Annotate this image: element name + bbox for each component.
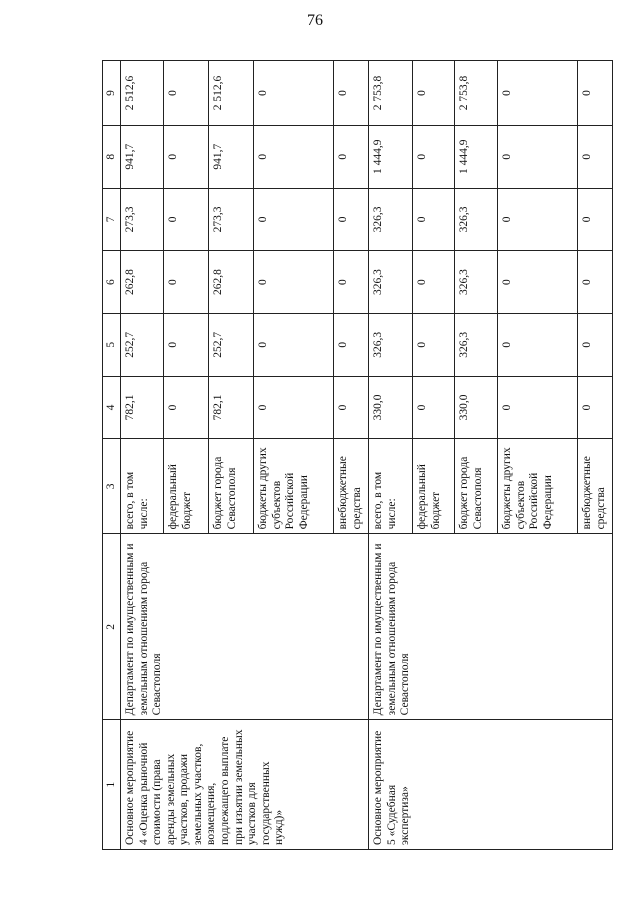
value-cell: 330,0 bbox=[455, 376, 498, 439]
value-cell: 273,3 bbox=[121, 188, 164, 251]
value-cell: 326,3 bbox=[369, 188, 413, 251]
value-cell: 0 bbox=[578, 125, 613, 188]
value-cell: 326,3 bbox=[455, 251, 498, 314]
value-cell: 273,3 bbox=[209, 188, 254, 251]
value-cell: 326,3 bbox=[369, 251, 413, 314]
value-cell: 1 444,9 bbox=[369, 125, 413, 188]
value-cell: 0 bbox=[578, 313, 613, 376]
executor-cell: Департамент по имущественным и земельным отношениям города Севастополя bbox=[121, 534, 369, 720]
value-cell: 0 bbox=[578, 188, 613, 251]
value-cell: 0 bbox=[413, 376, 455, 439]
table-row bbox=[121, 61, 164, 850]
value-cell: 0 bbox=[498, 376, 578, 439]
value-cell: 0 bbox=[498, 313, 578, 376]
page-number: 76 bbox=[307, 12, 323, 29]
value-cell: 0 bbox=[164, 125, 209, 188]
financing-table bbox=[102, 60, 613, 850]
value-cell: 0 bbox=[254, 251, 334, 314]
value-cell: 0 bbox=[413, 313, 455, 376]
value-cell: 252,7 bbox=[121, 313, 164, 376]
value-cell: 0 bbox=[498, 61, 578, 126]
activity-cell: Основное мероприятие 4 «Оценка рыночной стоимости (права аренды земельных участков, продажи земельных участков, возмещения, подлежащего выплате при изъятии земельных участков для государственных нужд)» bbox=[121, 720, 369, 850]
value-cell: 0 bbox=[254, 188, 334, 251]
source-cell: внебюджетные средства bbox=[578, 439, 613, 534]
value-cell: 0 bbox=[334, 61, 369, 126]
value-cell: 0 bbox=[498, 125, 578, 188]
value-cell: 2 512,6 bbox=[121, 61, 164, 126]
value-cell: 0 bbox=[254, 376, 334, 439]
value-cell: 2 753,8 bbox=[369, 61, 413, 126]
value-cell: 326,3 bbox=[369, 313, 413, 376]
header-cell: 1 bbox=[103, 720, 121, 850]
value-cell: 262,8 bbox=[209, 251, 254, 314]
value-cell: 252,7 bbox=[209, 313, 254, 376]
value-cell: 941,7 bbox=[121, 125, 164, 188]
source-cell: бюджеты других субъектов Российской Федерации bbox=[498, 439, 578, 534]
value-cell: 782,1 bbox=[209, 376, 254, 439]
value-cell: 0 bbox=[334, 251, 369, 314]
value-cell: 0 bbox=[164, 188, 209, 251]
value-cell: 0 bbox=[413, 251, 455, 314]
value-cell: 0 bbox=[334, 313, 369, 376]
value-cell: 2 512,6 bbox=[209, 61, 254, 126]
value-cell: 330,0 bbox=[369, 376, 413, 439]
source-cell: внебюджетные средства bbox=[334, 439, 369, 534]
value-cell: 0 bbox=[254, 313, 334, 376]
header-cell: 6 bbox=[103, 251, 121, 314]
value-cell: 941,7 bbox=[209, 125, 254, 188]
value-cell: 0 bbox=[578, 251, 613, 314]
value-cell: 0 bbox=[254, 125, 334, 188]
value-cell: 326,3 bbox=[455, 313, 498, 376]
value-cell: 262,8 bbox=[121, 251, 164, 314]
source-cell: бюджет города Севастополя bbox=[455, 439, 498, 534]
source-cell: федеральный бюджет bbox=[164, 439, 209, 534]
source-cell: бюджет города Севастополя bbox=[209, 439, 254, 534]
header-cell: 2 bbox=[103, 534, 121, 720]
header-cell: 9 bbox=[103, 61, 121, 126]
value-cell: 0 bbox=[164, 61, 209, 126]
value-cell: 0 bbox=[334, 376, 369, 439]
value-cell: 0 bbox=[413, 61, 455, 126]
value-cell: 0 bbox=[413, 188, 455, 251]
header-cell: 8 bbox=[103, 125, 121, 188]
table-row bbox=[369, 61, 413, 850]
value-cell: 0 bbox=[334, 188, 369, 251]
header-cell: 5 bbox=[103, 313, 121, 376]
value-cell: 0 bbox=[498, 251, 578, 314]
rotated-table-container bbox=[102, 60, 607, 850]
value-cell: 326,3 bbox=[455, 188, 498, 251]
value-cell: 782,1 bbox=[121, 376, 164, 439]
value-cell: 0 bbox=[254, 61, 334, 126]
value-cell: 0 bbox=[164, 251, 209, 314]
value-cell: 0 bbox=[578, 61, 613, 126]
source-cell: бюджеты других субъектов Российской Федерации bbox=[254, 439, 334, 534]
source-cell: всего, в том числе: bbox=[369, 439, 413, 534]
value-cell: 0 bbox=[164, 313, 209, 376]
header-cell: 3 bbox=[103, 439, 121, 534]
value-cell: 0 bbox=[578, 376, 613, 439]
value-cell: 1 444,9 bbox=[455, 125, 498, 188]
value-cell: 0 bbox=[334, 125, 369, 188]
value-cell: 0 bbox=[498, 188, 578, 251]
header-cell: 7 bbox=[103, 188, 121, 251]
source-cell: федеральный бюджет bbox=[413, 439, 455, 534]
source-cell: всего, в том числе: bbox=[121, 439, 164, 534]
value-cell: 0 bbox=[164, 376, 209, 439]
activity-cell: Основное мероприятие 5 «Судебная экспертиза» bbox=[369, 720, 613, 850]
value-cell: 2 753,8 bbox=[455, 61, 498, 126]
executor-cell: Департамент по имущественным и земельным отношениям города Севастополя bbox=[369, 534, 613, 720]
header-row bbox=[103, 61, 121, 850]
value-cell: 0 bbox=[413, 125, 455, 188]
header-cell: 4 bbox=[103, 376, 121, 439]
